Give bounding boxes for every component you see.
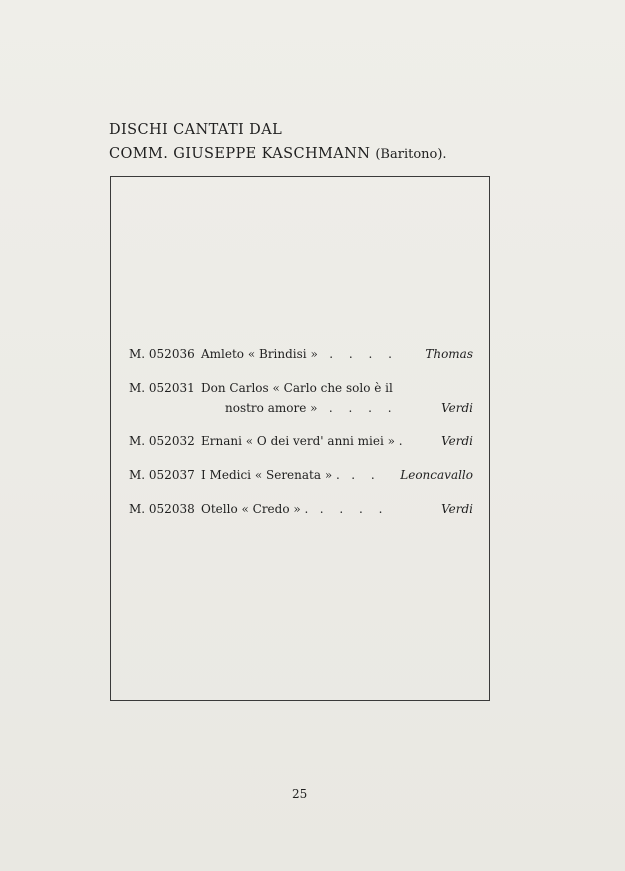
record-number: M. 052037	[129, 468, 195, 482]
record-composer: Verdi	[441, 434, 473, 448]
heading-line-2	[109, 142, 447, 167]
record-number: M. 052032	[129, 434, 195, 448]
leader-dots: . . . .	[328, 401, 398, 415]
record-number: M. 052038	[129, 502, 195, 516]
record-number: M. 052031	[129, 381, 195, 395]
record-composer: Verdi	[441, 502, 473, 516]
leader-dots: . . . .	[319, 502, 389, 516]
page-number: 25	[292, 787, 308, 801]
record-composer: Thomas	[425, 347, 473, 361]
singer-name: COMM. GIUSEPPE KASCHMANN	[109, 146, 371, 162]
record-title-continued: nostro amore » . . . .	[225, 401, 398, 415]
page-heading	[109, 118, 447, 167]
voice-type: (Baritono).	[375, 147, 447, 162]
record-number: M. 052036	[129, 347, 195, 361]
record-title: Amleto « Brindisi » . . . .	[201, 347, 398, 361]
record-title: Ernani « O dei verd' anni miei » .	[201, 434, 403, 448]
record-title: I Medici « Serenata » . . .	[201, 468, 381, 482]
record-composer: Verdi	[441, 401, 473, 415]
record-composer: Leoncavallo	[400, 468, 473, 482]
record-title: Otello « Credo » . . . . .	[201, 502, 389, 516]
leader-dots: . . . .	[329, 347, 398, 361]
leader-dots: . .	[351, 468, 381, 482]
heading-line-1: DISCHI CANTATI DAL	[109, 122, 283, 138]
record-title: Don Carlos « Carlo che solo è il	[201, 381, 393, 395]
